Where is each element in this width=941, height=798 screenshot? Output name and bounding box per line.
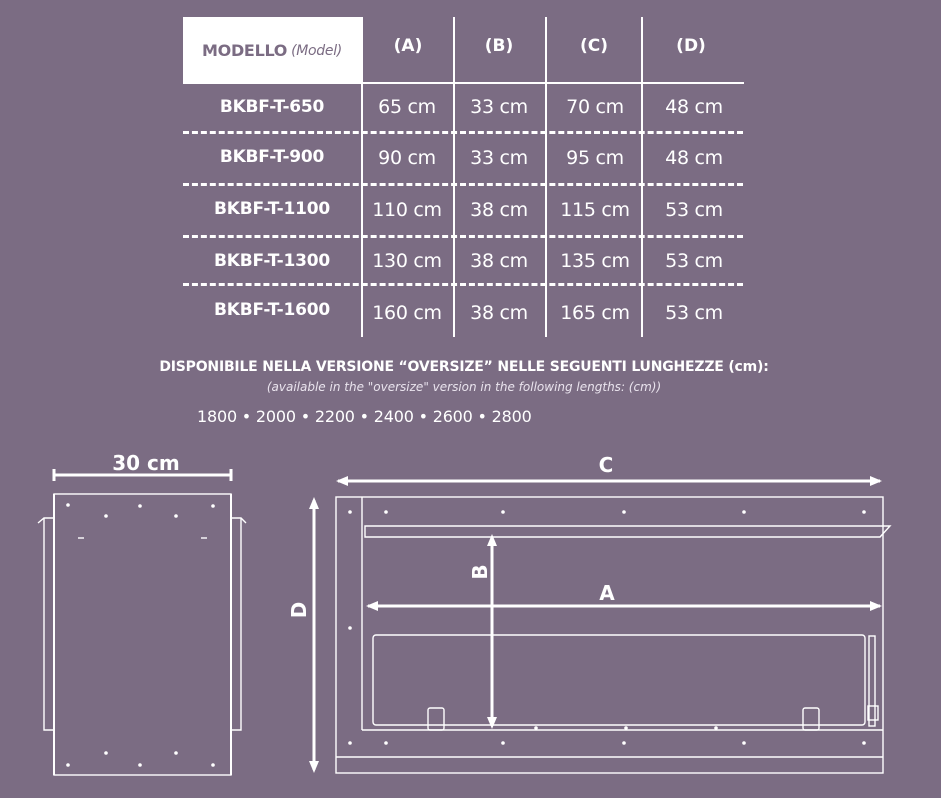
cell-b: 33 cm [470, 147, 528, 169]
cell-b: 38 cm [470, 199, 528, 221]
dimension-c-label: C [598, 453, 614, 477]
oversize-subtitle: (available in the "oversize" version in the following lengths: (cm)) [266, 380, 662, 394]
row-model-name: BKBF-T-1600 [213, 300, 330, 320]
column-header-a: (A) [393, 36, 423, 56]
front-view-drawing [309, 476, 890, 773]
row-model-name: BKBF-T-1100 [213, 199, 330, 219]
cell-b: 33 cm [470, 96, 528, 118]
cell-c: 135 cm [560, 250, 630, 272]
dimension-b-label: B [468, 564, 492, 580]
cell-a: 130 cm [372, 250, 442, 272]
cell-c: 115 cm [560, 199, 630, 221]
row-model-name: BKBF-T-900 [219, 147, 325, 167]
row-model-name: BKBF-T-650 [219, 97, 325, 117]
cell-a: 110 cm [372, 199, 442, 221]
cell-a: 65 cm [378, 96, 436, 118]
side-view-drawing [38, 469, 246, 775]
cell-d: 53 cm [665, 250, 723, 272]
column-header-c: (C) [579, 36, 608, 56]
oversize-lengths: 1800 • 2000 • 2200 • 2400 • 2600 • 2800 [197, 407, 532, 426]
cell-c: 165 cm [560, 302, 630, 324]
column-header-b: (B) [484, 36, 514, 56]
dimension-a-label: A [599, 581, 615, 605]
cell-d: 48 cm [665, 96, 723, 118]
cell-b: 38 cm [470, 250, 528, 272]
cell-a: 90 cm [378, 147, 436, 169]
model-sub-label: (Model) [291, 42, 342, 59]
oversize-title: DISPONIBILE NELLA VERSIONE “OVERSIZE” NELLE SEGUENTI LUNGHEZZE (cm): [159, 359, 769, 375]
cell-c: 95 cm [566, 147, 624, 169]
column-header-d: (D) [676, 36, 706, 56]
cell-a: 160 cm [372, 302, 442, 324]
cell-d: 53 cm [665, 302, 723, 324]
cell-d: 53 cm [665, 199, 723, 221]
row-model-name: BKBF-T-1300 [213, 251, 330, 271]
dimension-d-label: D [287, 601, 311, 619]
cell-d: 48 cm [665, 147, 723, 169]
cell-c: 70 cm [566, 96, 624, 118]
cell-b: 38 cm [470, 302, 528, 324]
model-label: MODELLO [202, 41, 288, 60]
side-width-label: 30 cm [112, 451, 180, 475]
